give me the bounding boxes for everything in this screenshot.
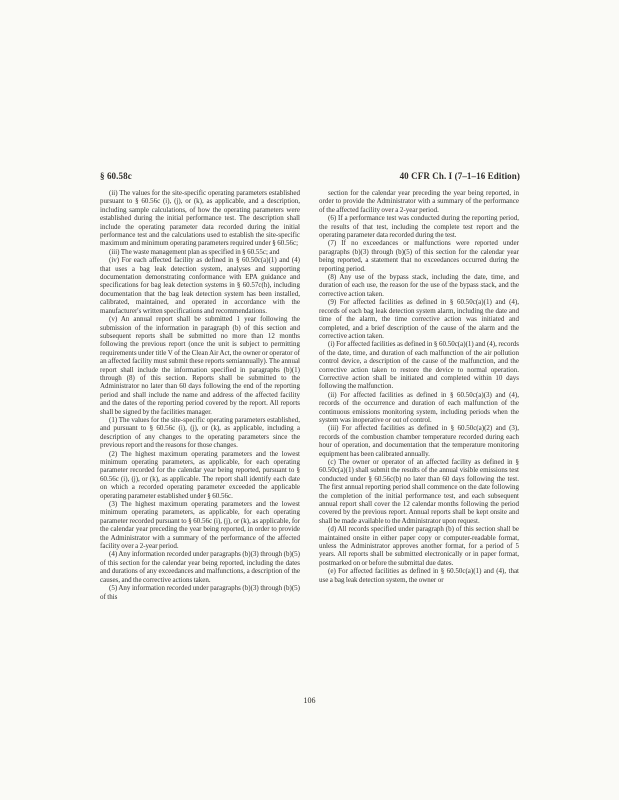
- section-number-header: § 60.58c: [100, 171, 132, 181]
- paragraph: (c) The owner or operator of an affected facility as defined in § 60.50c(a)(1) shall submit the results of the annual visible emissions test conducted under § 60.56c(b) no later than 60 days following the test. The first annual reporting period shall commence on the date following the completion of the initial performance test, and each subsequent annual report shall cover the 12 calendar months following the period covered by the previous report. Annual reports shall be kept onsite and shall be made available to the Administrator upon request.: [319, 458, 519, 525]
- paragraph: (ii) The values for the site-specific operating parameters established pursuant to § 60.56c (i), (j), or (k), as applicable, and a description, including sample calculations, of how the operating parameters were established during the initial performance test. The description shall include the operating parameter data recorded during the initial performance test and the calculations used to establish the site-specific maximum and minimum operating parameters required under § 60.56c;: [100, 189, 300, 248]
- paragraph: (5) Any information recorded under paragraphs (b)(3) through (b)(5) of this: [100, 584, 300, 601]
- left-column: [100, 189, 300, 601]
- paragraph: (d) All records specified under paragraph (b) of this section shall be maintained onsite in either paper copy or computer-readable format, unless the Administrator approves another format, for a period of 5 years. All reports shall be submitted electronically or in paper format, postmarked on or before the submittal due dates.: [319, 525, 519, 567]
- paragraph: (6) If a performance test was conducted during the reporting period, the results of that test, including the complete test report and the operating parameter data recorded during the test.: [319, 214, 519, 240]
- paragraph: (iv) For each affected facility as defined in § 60.50c(a)(1) and (4) that uses a bag leak detection system, analyses and supporting documentation demonstrating conformance with EPA guidance and specifications for bag leak detection systems in § 60.57c(h), including documentation that the bag leak detection system has been installed, calibrated, maintained, and operated in accordance with the manufacturer's written specifications and recommendations.: [100, 256, 300, 315]
- paragraph: (4) Any information recorded under paragraphs (b)(3) through (b)(5) of this section for the calendar year being reported, including the dates and durations of any exceedances and malfunctions, a description of the causes, and the corrective actions taken.: [100, 550, 300, 584]
- paragraph: (3) The highest maximum operating parameters and the lowest minimum operating parameters, as applicable, for each operating parameter recorded pursuant to § 60.56c (i), (j), or (k), as applicable, for the calendar year preceding the year being reported, in order to provide the Administrator with a summary of the performance of the affected facility over a 2-year period.: [100, 500, 300, 551]
- paragraph: (iii) The waste management plan as specified in § 60.55c; and: [109, 247, 280, 256]
- paragraph: (ii) For affected facilities as defined in § 60.50c(a)(3) and (4), records of the occurrence and duration of each malfunction of the continuous emissions monitoring system, including periods when the system was inoperative or out of control.: [319, 390, 519, 424]
- text-columns: [100, 189, 520, 601]
- edition-header: 40 CFR Ch. I (7–1–16 Edition): [399, 171, 520, 181]
- paragraph: (1) The values for the site-specific operating parameters established, and pursuant to § 60.56c (i), (j), or (k), as applicable, including a description of any changes to the operating parameters since the previous report and the reasons for those changes.: [100, 415, 300, 450]
- paragraph: (9) For affected facilities as defined in § 60.50c(a)(1) and (4), records of each bag leak detection system alarm, including the date and time of the alarm, the time corrective action was initiated and completed, and a brief description of the cause of the alarm and the corrective action taken.: [319, 298, 519, 340]
- paragraph: section for the calendar year preceding the year being reported, in order to provide the Administrator with a summary of the performance of the affected facility over a 2-year period.: [319, 189, 519, 214]
- paragraph: (8) Any use of the bypass stack, including the date, time, and duration of each use, the reason for the use of the bypass stack, and the corrective action taken.: [319, 273, 519, 298]
- paragraph: (iii) For affected facilities as defined in § 60.50c(a)(2) and (3), records of the combustion chamber temperature recorded during each hour of operation, and documentation that the temperature monitoring equipment has been calibrated annually.: [319, 424, 519, 458]
- paragraph: (e) For affected facilities as defined in § 60.50c(a)(1) and (4), that use a bag leak detection system, the owner or: [319, 567, 519, 584]
- paragraph: (i) For affected facilities as defined in § 60.50c(a)(1) and (4), records of the date, time, and duration of each malfunction of the air pollution control device, a description of the cause of the malfunction, and the corrective action taken to restore the device to normal operation. Corrective action shall be initiated and completed within 10 days following the malfunction.: [319, 340, 519, 391]
- paragraph: (v) An annual report shall be submitted 1 year following the submission of the information in paragraph (b) of this section and subsequent reports shall be submitted no more than 12 months following the previous report (once the unit is subject to permitting requirements under title V of the Clean Air Act, the owner or operator of an affected facility must submit these reports semiannually). The annual report shall include the information specified in paragraphs (b)(1) through (8) of this section. Reports shall be submitted to the Administrator no later than 60 days following the end of the reporting period and shall include the name and address of the affected facility and the dates of the reporting period covered by the report. All reports shall be signed by the facilities manager.: [100, 315, 300, 416]
- paragraph: (2) The highest maximum operating parameters and the lowest minimum operating parameters, as applicable, for each operating parameter recorded for the calendar year being reported, pursuant to § 60.56c (i), (j), or (k), as applicable. The report shall identify each date on which a recorded operating parameter exceeded the applicable operating parameter established under § 60.56c.: [100, 449, 300, 500]
- running-head: [100, 171, 520, 181]
- right-column: [319, 189, 519, 601]
- paragraph: (7) If no exceedances or malfunctions were reported under paragraphs (b)(3) through (b)(5) of this section for the calendar year being reported, a statement that no exceedances occurred during the reporting period.: [319, 239, 519, 273]
- page-number: 106: [303, 696, 316, 705]
